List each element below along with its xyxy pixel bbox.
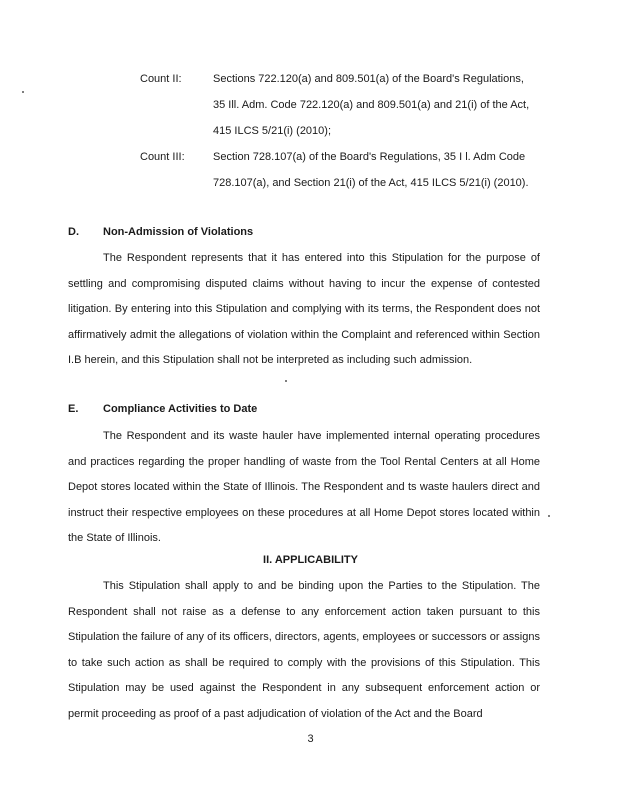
count-ii-label: Count II: [140,73,182,85]
section-d-title: Non-Admission of Violations [103,226,254,238]
count-iii-label: Count III: [140,151,185,163]
scan-speck [285,380,287,382]
section-e-body [68,424,540,552]
count-iii-line-2: 728.107(a), and Section 21(i) of the Act, 415 ILCS 5/21(i) (2010). [213,177,529,189]
section-d-body [68,246,540,374]
count-ii-line-3: 415 ILCS 5/21(i) (2010); [213,125,332,137]
section-ii-paragraph: This Stipulation shall apply to and be binding upon the Parties to the Stipulation. The Respondent shall not raise as a defense to any enforcement action taken pursuant to this Stipulation the failure of any of its officers, directors, agents, employees or successors or assigns to take such action as shall be required to comply with the provisions of this Stipulation. This Stipulation may be used against the Respondent in any subsequent enforcement action or permit proceeding as proof of a past adjudication of violation of the Act and the Board [68,580,540,720]
section-e-title: Compliance Activities to Date [103,403,258,415]
scan-speck [548,515,550,517]
count-ii-line-1: Sections 722.120(a) and 809.501(a) of the Board's Regulations, [213,73,524,85]
section-d-letter: D. [68,226,79,238]
section-ii-title: II. APPLICABILITY [263,554,358,566]
count-iii-line-1: Section 728.107(a) of the Board's Regulations, 35 I l. Adm Code [213,151,526,163]
section-d-paragraph: The Respondent represents that it has entered into this Stipulation for the purpose of settling and compromising disputed claims without having to incur the expense of contested litigation. By entering into this Stipulation and complying with its terms, the Respondent does not affirmatively admit the allegations of violation within the Complaint and referenced within Section I.B herein, and this Stipulation shall not be interpreted as including such admission. [68,252,540,367]
section-ii-body [68,574,540,728]
count-ii-line-2: 35 Ill. Adm. Code 722.120(a) and 809.501(a) and 21(i) of the Act, [213,99,530,111]
section-e-letter: E. [68,403,79,415]
scan-speck [22,91,24,93]
page-number: 3 [307,733,314,745]
section-e-paragraph: The Respondent and its waste hauler have implemented internal operating procedures and practices regarding the proper handling of waste from the Tool Rental Centers at all Home Depot stores located within the State of Illinois. The Respondent and ts waste haulers direct and instruct their respective employees on these procedures at all Home Depot stores located within the State of Illinois. [68,430,540,545]
